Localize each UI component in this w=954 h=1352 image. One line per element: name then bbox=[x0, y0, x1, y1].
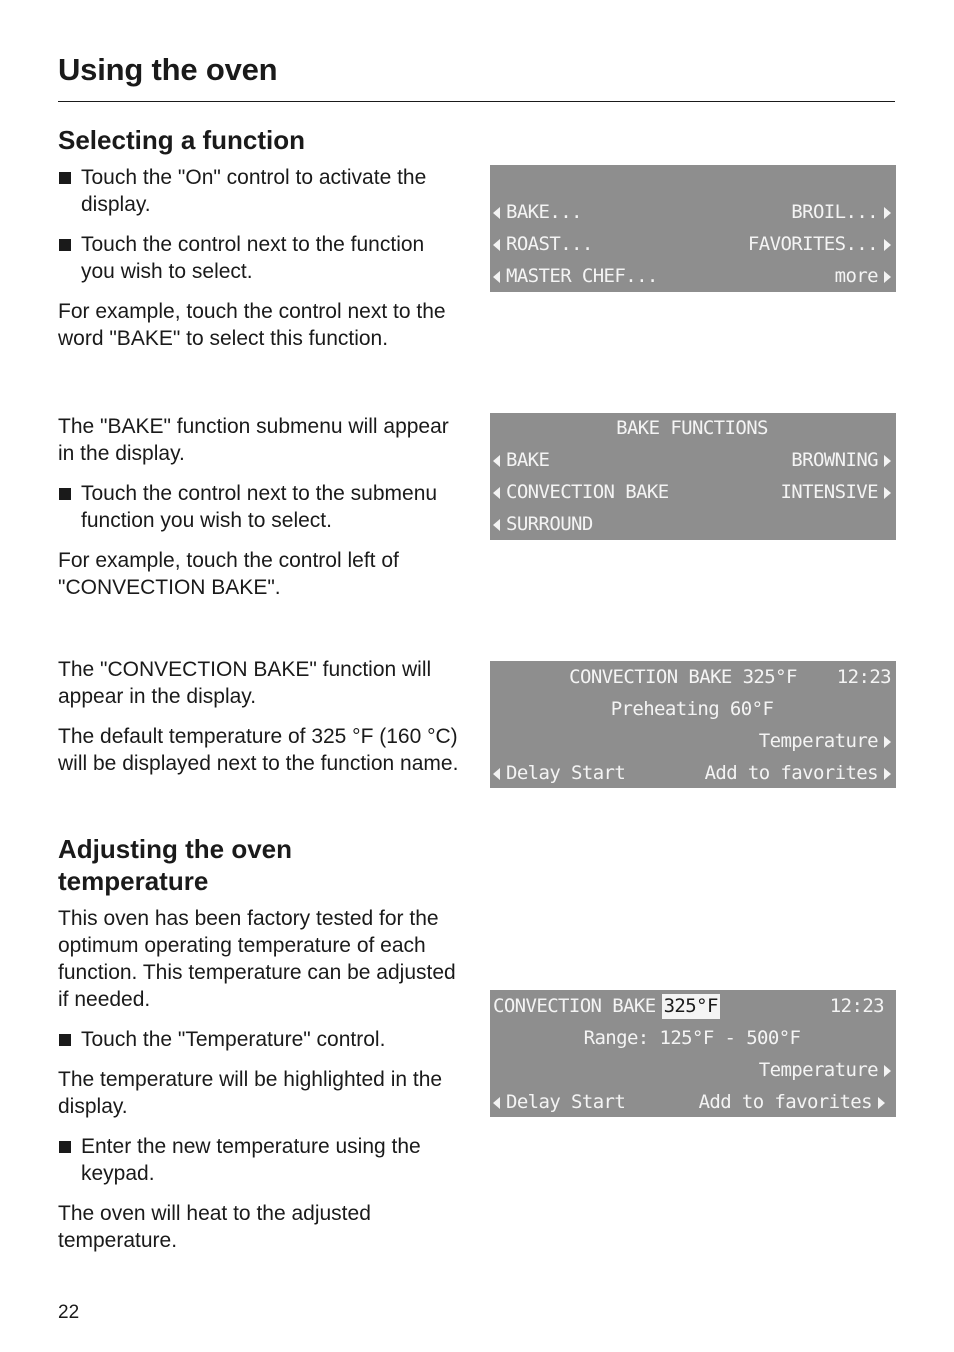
option-label: SURROUND bbox=[506, 513, 593, 535]
option-label: Temperature bbox=[758, 730, 878, 752]
bullet-item bbox=[58, 480, 460, 534]
paragraph: The default temperature of 325 °F (160 °C) will be displayed next to the function name. bbox=[58, 725, 459, 775]
display-row bbox=[490, 197, 896, 228]
option-label: INTENSIVE bbox=[780, 481, 878, 503]
bake-option[interactable] bbox=[493, 445, 549, 476]
display-row bbox=[490, 1087, 896, 1118]
bullet-text: Touch the control next to the function you wish to select. bbox=[81, 233, 425, 283]
display-row bbox=[490, 261, 896, 292]
paragraph: This oven has been factory tested for the optimum operating temperature of each function. This temperature can be adjusted if needed. bbox=[58, 907, 456, 1011]
preheating-status: Preheating 60°F bbox=[610, 698, 774, 720]
master-chef-menu-option[interactable] bbox=[493, 261, 658, 292]
option-label: BROIL... bbox=[791, 201, 878, 223]
bullet-item bbox=[58, 1026, 460, 1053]
add-to-favorites-option[interactable] bbox=[705, 758, 891, 789]
right-arrow-icon bbox=[884, 768, 891, 780]
left-arrow-icon bbox=[493, 487, 500, 499]
paragraph: For example, touch the control next to the word "BAKE" to select this function. bbox=[58, 300, 446, 350]
adjusting-section bbox=[58, 833, 460, 1267]
clock-time: 12:23 bbox=[829, 995, 884, 1017]
roast-menu-option[interactable] bbox=[493, 229, 593, 260]
option-label: FAVORITES... bbox=[747, 233, 878, 255]
display-row bbox=[490, 477, 896, 508]
paragraph: The "BAKE" function submenu will appear in the display. bbox=[58, 415, 449, 465]
more-menu-option[interactable] bbox=[835, 261, 891, 292]
left-arrow-icon bbox=[493, 1097, 500, 1109]
bullet-text: Enter the new temperature using the keypad. bbox=[81, 1135, 421, 1185]
temperature-option[interactable] bbox=[759, 1055, 891, 1086]
main-menu-display bbox=[490, 165, 896, 292]
paragraph: The "CONVECTION BAKE" function will appear in the display. bbox=[58, 658, 432, 708]
left-arrow-icon bbox=[493, 239, 500, 251]
display-row bbox=[490, 726, 896, 757]
surround-option[interactable] bbox=[493, 509, 593, 540]
right-arrow-icon bbox=[884, 736, 891, 748]
display-row bbox=[490, 758, 896, 789]
highlighted-temperature: 325°F bbox=[663, 995, 718, 1017]
option-label: BAKE bbox=[506, 449, 550, 471]
bullet-item bbox=[58, 231, 460, 285]
temperature-range: Range: 125°F - 500°F bbox=[583, 1027, 801, 1049]
option-label: MASTER CHEF... bbox=[506, 265, 658, 287]
selecting-heading: Selecting a function bbox=[58, 125, 306, 155]
function-title bbox=[493, 991, 726, 1022]
option-label: ROAST... bbox=[506, 233, 593, 255]
page-number: 22 bbox=[58, 1302, 80, 1323]
function-name: CONVECTION BAKE bbox=[493, 995, 656, 1017]
bullet-item bbox=[58, 1133, 460, 1187]
convection-bake-display bbox=[490, 661, 896, 788]
browning-option[interactable] bbox=[791, 445, 891, 476]
right-arrow-icon bbox=[878, 1097, 885, 1109]
display-row bbox=[490, 1023, 896, 1054]
square-bullet-icon bbox=[59, 1034, 71, 1046]
display-row bbox=[490, 694, 896, 725]
option-label: Delay Start bbox=[506, 1091, 626, 1113]
option-label: Delay Start bbox=[506, 762, 626, 784]
square-bullet-icon bbox=[59, 172, 71, 184]
bake-functions-display bbox=[490, 413, 896, 540]
bullet-text: Touch the "On" control to activate the display. bbox=[81, 166, 427, 216]
right-arrow-icon bbox=[884, 455, 891, 467]
broil-menu-option[interactable] bbox=[791, 197, 891, 228]
display-row bbox=[490, 991, 896, 1022]
selecting-section bbox=[58, 124, 460, 365]
right-arrow-icon bbox=[884, 271, 891, 283]
bake-menu-option[interactable] bbox=[493, 197, 582, 228]
clock-time: 12:23 bbox=[836, 666, 891, 688]
display-row bbox=[490, 445, 896, 476]
option-label: BAKE... bbox=[506, 201, 582, 223]
adjusting-heading: Adjusting the oven temperature bbox=[58, 834, 292, 896]
favorites-menu-option[interactable] bbox=[748, 229, 891, 260]
left-arrow-icon bbox=[493, 455, 500, 467]
submenu-section bbox=[58, 413, 460, 614]
bullet-item bbox=[58, 164, 460, 218]
display-row bbox=[490, 1055, 896, 1086]
display-row bbox=[490, 662, 896, 693]
right-arrow-icon bbox=[884, 239, 891, 251]
paragraph: The temperature will be highlighted in the display. bbox=[58, 1068, 443, 1118]
option-label: Temperature bbox=[758, 1059, 878, 1081]
function-temperature: CONVECTION BAKE 325°F bbox=[569, 666, 797, 688]
square-bullet-icon bbox=[59, 239, 71, 251]
bullet-text: Touch the control next to the submenu function you wish to select. bbox=[81, 482, 438, 532]
right-arrow-icon bbox=[884, 487, 891, 499]
option-label: Add to favorites bbox=[704, 762, 878, 784]
square-bullet-icon bbox=[59, 488, 71, 500]
temperature-adjust-display bbox=[490, 990, 896, 1117]
square-bullet-icon bbox=[59, 1141, 71, 1153]
right-arrow-icon bbox=[884, 207, 891, 219]
title-divider bbox=[58, 101, 895, 102]
paragraph: For example, touch the control left of "CONVECTION BAKE". bbox=[58, 549, 399, 599]
page-title: Using the oven bbox=[58, 52, 278, 87]
right-arrow-icon bbox=[884, 1065, 891, 1077]
display-row bbox=[490, 509, 896, 540]
convection-section bbox=[58, 656, 460, 790]
option-label: CONVECTION BAKE bbox=[506, 481, 669, 503]
left-arrow-icon bbox=[493, 271, 500, 283]
left-arrow-icon bbox=[493, 519, 500, 531]
display-row bbox=[490, 229, 896, 260]
display-header-row bbox=[490, 413, 896, 444]
temperature-option[interactable] bbox=[759, 726, 891, 757]
add-to-favorites-option[interactable] bbox=[699, 1087, 885, 1118]
delay-start-option[interactable] bbox=[493, 758, 625, 789]
option-label: BROWNING bbox=[791, 449, 878, 471]
left-arrow-icon bbox=[493, 768, 500, 780]
intensive-option[interactable] bbox=[780, 477, 891, 508]
bullet-text: Touch the "Temperature" control. bbox=[81, 1028, 386, 1051]
delay-start-option[interactable] bbox=[493, 1087, 625, 1118]
display-header: BAKE FUNCTIONS bbox=[616, 417, 768, 439]
option-label: Add to favorites bbox=[698, 1091, 872, 1113]
option-label: more bbox=[834, 265, 878, 287]
convection-bake-option[interactable] bbox=[493, 477, 669, 508]
left-arrow-icon bbox=[493, 207, 500, 219]
paragraph: The oven will heat to the adjusted temperature. bbox=[58, 1202, 371, 1252]
